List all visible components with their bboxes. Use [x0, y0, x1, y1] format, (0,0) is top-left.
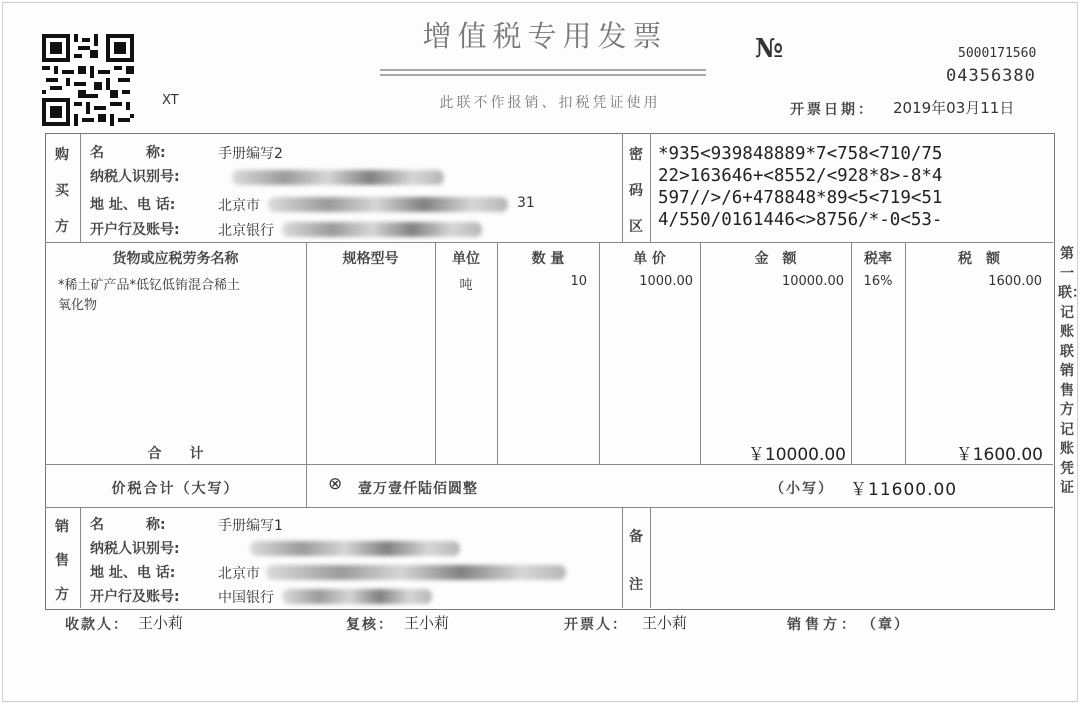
cipher-char-3: 区 [629, 219, 643, 235]
header-quantity: 数 量 [531, 251, 565, 267]
redacted-buyer-address [268, 197, 508, 212]
buyer-address-suffix: 31 [517, 195, 535, 211]
header-unit: 单位 [452, 251, 480, 267]
buyer-side-divider [80, 133, 81, 242]
small-label: （小写） [770, 481, 834, 497]
title-underline [380, 69, 706, 71]
issuer-value: 王小莉 [642, 614, 688, 632]
grand-total-figures: ￥11600.00 [850, 480, 958, 500]
xt-label: XT [162, 93, 179, 108]
seller-char-3: 方 [55, 587, 69, 603]
date-value: 2019年03月11日 [893, 99, 1015, 117]
reviewer-value: 王小莉 [404, 614, 450, 632]
seller-address-value: 北京市 [218, 566, 260, 582]
cipher-line-3: 597//>/6+478848*89<5<719<51 [658, 188, 943, 208]
redacted-buyer-tax-id [232, 170, 444, 185]
total-tax: ￥1600.00 [955, 445, 1043, 465]
buyer-name-value: 手册编写2 [218, 146, 283, 162]
header-tax-rate: 税率 [864, 251, 892, 267]
invoice-subtitle: 此联不作报销、扣税凭证使用 [439, 95, 661, 111]
total-label: 合 计 [147, 446, 204, 462]
header-tax: 税 额 [958, 251, 1000, 267]
qr-code-icon [42, 34, 134, 126]
item-unit-price: 1000.00 [639, 274, 693, 289]
buyer-char-3: 方 [55, 219, 69, 235]
grand-total-words: 壹万壹仟陆佰圆整 [358, 481, 478, 497]
header-spec: 规格型号 [342, 251, 399, 267]
buyer-bank-label: 开户行及账号: [90, 222, 180, 238]
number-symbol: № [755, 34, 784, 64]
reviewer-label: 复核： [346, 617, 394, 633]
seller-char-2: 售 [55, 553, 69, 569]
divider-items-total [45, 464, 1053, 465]
seal-placeholder: （章） [862, 617, 910, 633]
seller-bank-label: 开户行及账号: [90, 589, 180, 605]
remark-char-2: 注 [629, 577, 643, 593]
buyer-bank-value: 北京银行 [218, 223, 274, 239]
total-amount: ￥10000.00 [747, 445, 846, 465]
redacted-seller-tax-id [250, 541, 460, 556]
seller-name-value: 手册编写1 [218, 518, 283, 534]
item-name-line-1: *稀土矿产品*低钇低铕混合稀土 [58, 278, 241, 293]
payee-label: 收款人： [65, 617, 129, 633]
header-amount: 金 额 [754, 251, 797, 267]
remark-char-1: 备 [629, 529, 643, 545]
payee-value: 王小莉 [138, 614, 184, 632]
cipher-line-2: 22>163646+<8552/<928*8>-8*4 [658, 166, 943, 186]
copy-type-side-text: 第一联：记账联 销售方记账凭证 [1058, 246, 1086, 496]
grand-total-label: 价税合计（大写） [111, 481, 240, 497]
divider-buyer-items [45, 242, 1053, 243]
divider-total-seller [45, 507, 1053, 508]
buyer-name-label: 名 称: [90, 145, 166, 161]
buyer-char-1: 购 [55, 147, 69, 163]
cipher-line-1: *935<939848889*7<758<710/75 [658, 144, 943, 164]
seller-tax-id-label: 纳税人识别号: [90, 541, 180, 557]
item-unit: 吨 [459, 278, 473, 293]
redacted-buyer-bank [282, 222, 482, 237]
item-tax-rate: 16% [863, 274, 893, 289]
buyer-address-value: 北京市 [218, 198, 260, 214]
item-tax: 1600.00 [988, 274, 1042, 289]
seller-char-1: 销 [55, 519, 69, 535]
cipher-char-1: 密 [629, 147, 643, 163]
invoice-title: 增值税专用发票 [422, 19, 668, 53]
invoice-code: 5000171560 [958, 46, 1037, 61]
issuer-label: 开票人： [564, 617, 628, 633]
seller-side-divider [80, 507, 81, 608]
seller-name-label: 名 称: [90, 517, 166, 533]
cross-circle-icon: ⊗ [328, 474, 343, 494]
buyer-address-label: 地 址、电 话: [90, 197, 176, 213]
seller-seal-label: 销售方： [787, 617, 859, 633]
header-goods-name: 货物或应税劳务名称 [112, 251, 239, 267]
item-name-line-2: 氧化物 [58, 298, 98, 313]
cipher-char-2: 码 [629, 183, 643, 199]
header-unit-price: 单 价 [633, 251, 666, 267]
invoice-number: 04356380 [946, 66, 1036, 86]
buyer-tax-id-label: 纳税人识别号: [90, 169, 180, 185]
buyer-char-2: 买 [55, 183, 69, 199]
seller-bank-value: 中国银行 [218, 590, 274, 606]
title-underline-2 [380, 74, 706, 76]
date-label: 开票日期： [790, 102, 875, 118]
redacted-seller-address [266, 565, 566, 580]
cipher-line-4: 4/550/0161446<>8756/*-0<53- [658, 210, 943, 230]
item-quantity: 10 [570, 274, 587, 289]
col-divider-name [306, 242, 307, 507]
seller-address-label: 地 址、电 话: [90, 565, 176, 581]
item-amount: 10000.00 [781, 274, 844, 289]
redacted-seller-bank [282, 589, 432, 604]
